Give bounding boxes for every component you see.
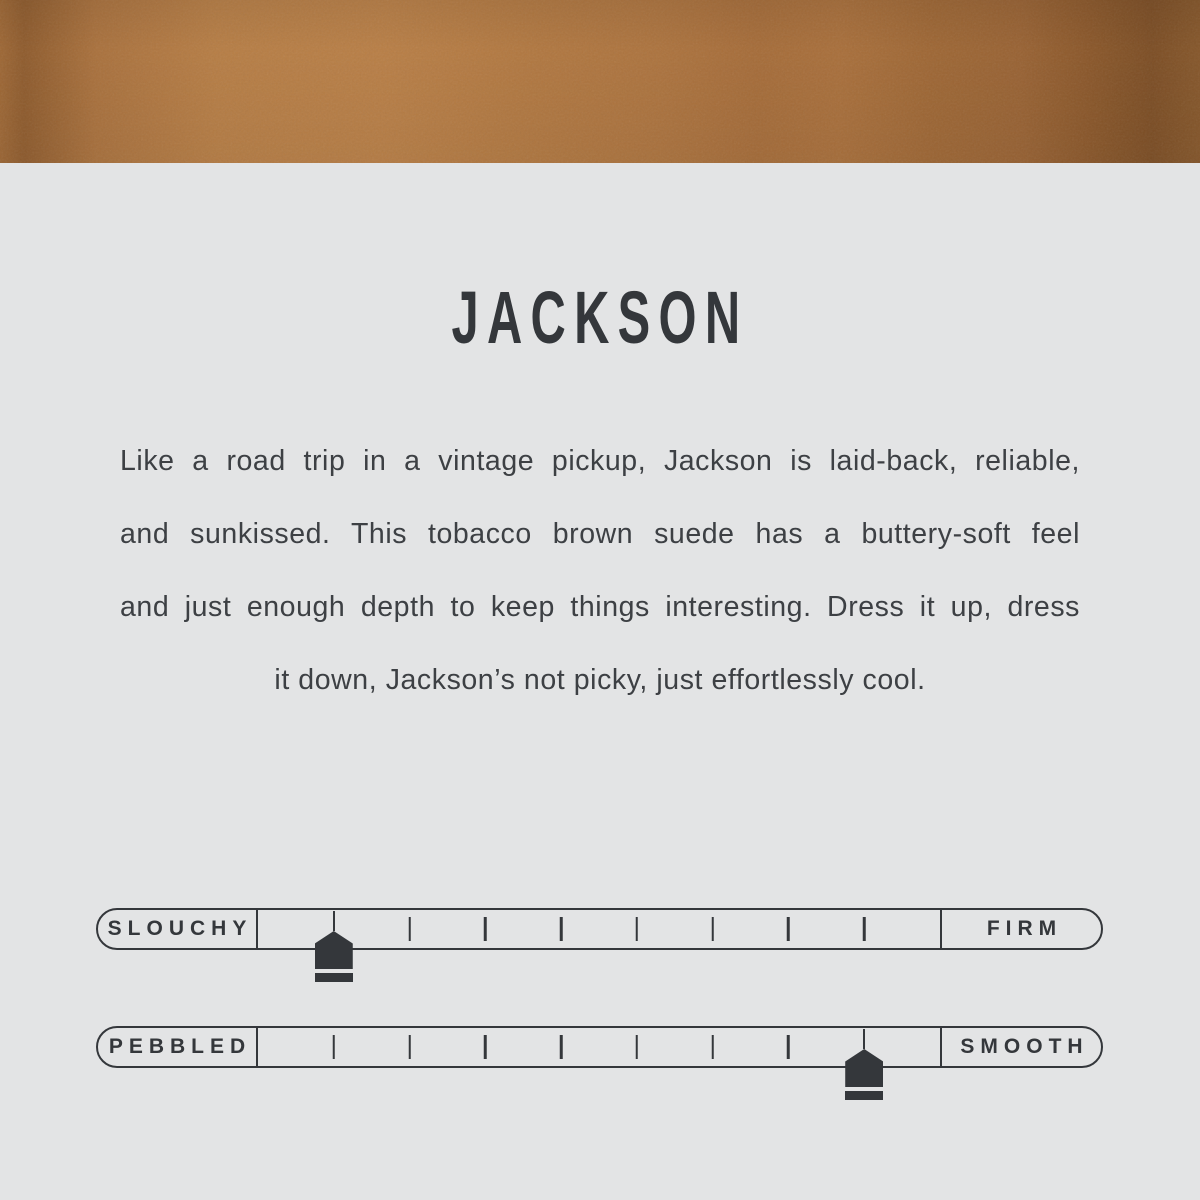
scale-tick bbox=[787, 917, 790, 941]
scale-tick bbox=[484, 1035, 487, 1059]
suede-texture-image bbox=[0, 0, 1200, 163]
slouchy-firm-scale bbox=[96, 908, 1103, 950]
marker-stem bbox=[333, 911, 336, 931]
scale-marker bbox=[315, 911, 353, 982]
suede-swatch-banner bbox=[0, 0, 1200, 163]
scale-tick bbox=[636, 917, 639, 941]
scale-tick bbox=[408, 917, 411, 941]
description-line: and sunkissed. This tobacco brown suede has a buttery-soft feel bbox=[120, 518, 1080, 550]
title-container bbox=[0, 276, 1200, 360]
scale-right-label: FIRM bbox=[940, 910, 1101, 948]
scale-tick bbox=[711, 1035, 714, 1059]
pebbled-smooth-scale bbox=[96, 1026, 1103, 1068]
scale-tick bbox=[636, 1035, 639, 1059]
scale-marker bbox=[845, 1029, 883, 1100]
scale-right-label: SMOOTH bbox=[940, 1028, 1101, 1066]
description-line: Like a road trip in a vintage pickup, Jackson is laid-back, reliable, bbox=[120, 445, 1080, 477]
product-name-title: JACKSON bbox=[451, 276, 749, 359]
marker-base bbox=[315, 973, 353, 982]
product-description bbox=[120, 425, 1080, 717]
scale-tick bbox=[408, 1035, 411, 1059]
scale-left-label: SLOUCHY bbox=[98, 910, 258, 948]
scale-tick bbox=[787, 1035, 790, 1059]
scale-track bbox=[258, 910, 940, 948]
scale-left-label: PEBBLED bbox=[98, 1028, 258, 1066]
scale-tick bbox=[560, 917, 563, 941]
scale-tick bbox=[560, 1035, 563, 1059]
scale-track bbox=[258, 1028, 940, 1066]
description-line: and just enough depth to keep things interesting. Dress it up, dress bbox=[120, 591, 1080, 623]
description-line: it down, Jackson’s not picky, just effortlessly cool. bbox=[274, 664, 926, 696]
marker-pointer-icon bbox=[315, 931, 353, 969]
scale-tick bbox=[711, 917, 714, 941]
scale-tick bbox=[484, 917, 487, 941]
marker-stem bbox=[863, 1029, 866, 1049]
marker-pointer-icon bbox=[845, 1049, 883, 1087]
marker-base bbox=[845, 1091, 883, 1100]
scale-tick bbox=[863, 917, 866, 941]
scale-tick bbox=[333, 1035, 336, 1059]
